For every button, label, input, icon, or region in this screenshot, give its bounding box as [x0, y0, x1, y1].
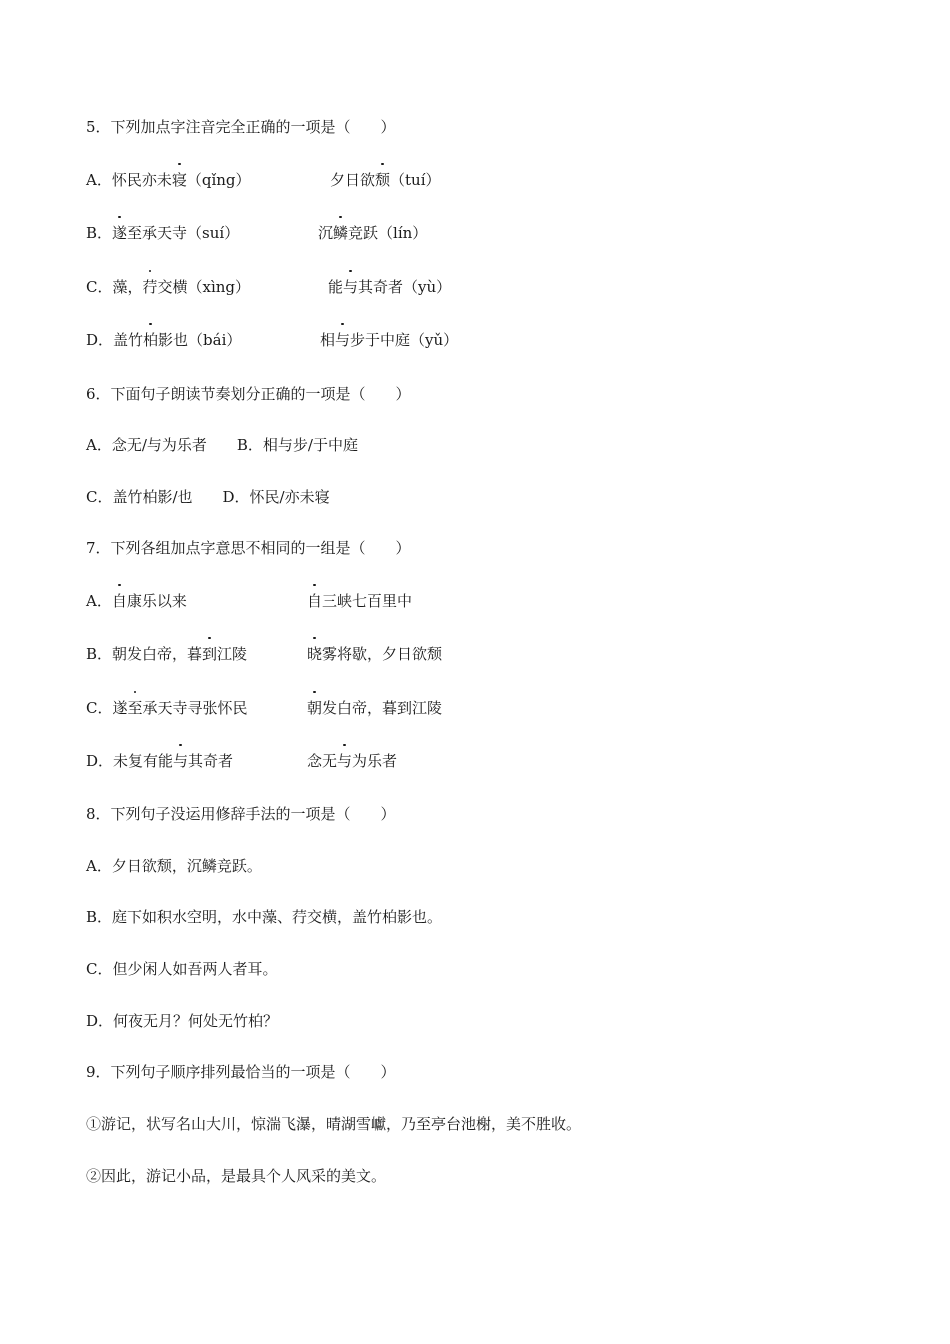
q7-b-right-post: 雾将歇，夕日欲颓: [322, 645, 443, 663]
q7-d-right-dotted: 与: [337, 749, 352, 773]
q5-b-right-dotted: 鳞: [333, 221, 348, 245]
q5-a-left-pre: A．怀民亦未: [86, 171, 172, 189]
q5-stem: 5．下列加点字注音完全正确的一项是（ ）: [86, 118, 396, 136]
q5-d-right-dotted: 与: [335, 328, 350, 352]
q7-option-d[interactable]: [86, 749, 398, 773]
q5-c-left-pre: C．藻，: [86, 278, 143, 296]
q7-option-b[interactable]: [86, 642, 443, 666]
q5-option-c[interactable]: [86, 275, 452, 299]
q5-option-d[interactable]: [86, 328, 459, 352]
q5-b-left-dotted: 遂: [112, 221, 127, 245]
q6-options-ab[interactable]: A．念无/与为乐者 B．相与步/于中庭: [86, 436, 358, 454]
q8-option-b[interactable]: B．庭下如积水空明，水中藻、荇交横，盖竹柏影也。: [86, 908, 443, 926]
q7-b-left-dotted: 到: [202, 642, 217, 666]
q6-stem: 6．下面句子朗读节奏划分正确的一项是（ ）: [86, 385, 411, 403]
q7-option-c[interactable]: [86, 696, 443, 720]
q6-options-cd[interactable]: C．盖竹柏影/也 D．怀民/亦未寝: [86, 488, 330, 506]
q7-a-right-dotted: 自: [307, 589, 322, 613]
q5-b-right-pre: 沉: [318, 224, 334, 242]
q5-b-left-pre: B．: [86, 224, 113, 242]
q9-sentence-1: ①游记，状写名山大川，惊湍飞瀑，晴湖雪巘，乃至亭台池榭，美不胜收。: [86, 1115, 582, 1133]
q7-a-right-post: 三峡七百里中: [322, 592, 413, 610]
q9-stem: 9．下列句子顺序排列最恰当的一项是（ ）: [86, 1063, 396, 1081]
q5-a-right-pre: 夕日欲: [330, 171, 376, 189]
q7-option-a[interactable]: [86, 589, 413, 613]
q5-option-a[interactable]: [86, 168, 441, 192]
q7-b-left-post: 江陵: [217, 645, 248, 663]
q7-c-left-pre: C．遂: [86, 699, 128, 717]
q9-sentence-2: ②因此，游记小品，是最具个人风采的美文。: [86, 1167, 387, 1185]
q7-d-left-pre: D．未复有能: [86, 752, 174, 770]
q5-d-right-post: 步于中庭（yǔ）: [350, 331, 459, 349]
q5-c-left-post: 交横（xìng）: [157, 278, 251, 296]
q5-a-right-post: （tuí）: [390, 171, 441, 189]
q7-b-left-pre: B．朝发白帝，暮: [86, 645, 203, 663]
q5-a-left-post: （qǐng）: [186, 171, 251, 189]
q7-a-left-pre: A．: [86, 592, 112, 610]
q5-option-b[interactable]: [86, 221, 428, 245]
q7-stem: 7．下列各组加点字意思不相同的一组是（ ）: [86, 539, 411, 557]
q7-d-right-pre: 念无: [307, 752, 338, 770]
q7-a-left-post: 康乐以来: [126, 592, 187, 610]
q5-c-right-post: 其奇者（yù）: [358, 278, 452, 296]
q8-option-c[interactable]: C．但少闲人如吾两人者耳。: [86, 960, 278, 978]
q7-d-left-post: 其奇者: [188, 752, 234, 770]
q5-b-right-post: 竞跃（lín）: [348, 224, 428, 242]
q5-a-right-dotted: 颓: [375, 168, 390, 192]
q7-c-left-dotted: 至: [127, 696, 142, 720]
q8-stem: 8．下列句子没运用修辞手法的一项是（ ）: [86, 805, 396, 823]
q5-c-left-dotted: 荇: [142, 275, 157, 299]
q7-a-left-dotted: 自: [112, 589, 127, 613]
q7-c-right-post: 发白帝，暮到江陵: [322, 699, 443, 717]
q7-d-left-dotted: 与: [173, 749, 188, 773]
q7-c-left-post: 承天寺寻张怀民: [142, 699, 248, 717]
q5-d-left-dotted: 柏: [143, 328, 158, 352]
q7-b-right-dotted: 晓: [307, 642, 322, 666]
q5-c-right-dotted: 与: [343, 275, 358, 299]
q5-b-left-post: 至承天寺（suí）: [127, 224, 240, 242]
q5-a-left-dotted: 寝: [172, 168, 187, 192]
q8-option-a[interactable]: A．夕日欲颓，沉鳞竞跃。: [86, 857, 262, 875]
q8-option-d[interactable]: D．何夜无月？何处无竹柏？: [86, 1012, 279, 1030]
q5-d-right-pre: 相: [320, 331, 336, 349]
q7-c-right-dotted: 朝: [307, 696, 322, 720]
q7-d-right-post: 为乐者: [352, 752, 398, 770]
q5-d-left-pre: D．盖竹: [86, 331, 144, 349]
q5-c-right-pre: 能: [328, 278, 344, 296]
q5-d-left-post: 影也（bái）: [158, 331, 242, 349]
